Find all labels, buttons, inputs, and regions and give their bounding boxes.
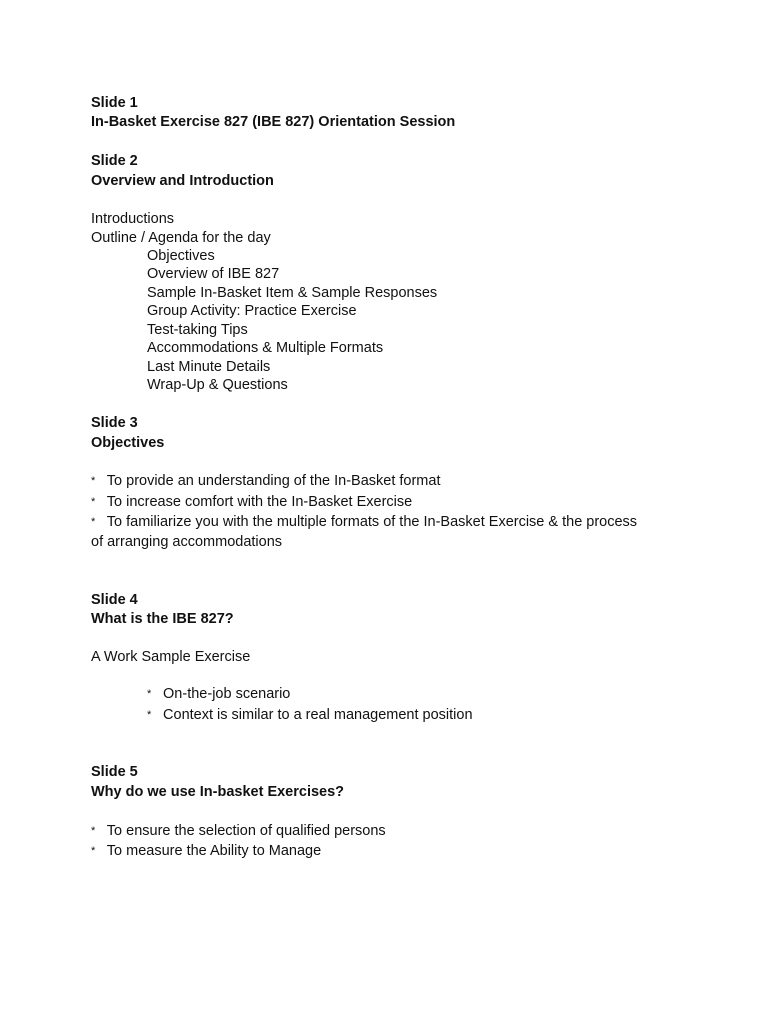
bullet-continuation: of arranging accommodations (91, 534, 283, 550)
bullet-text: To familiarize you with the multiple formats of the In-Basket Exercise & the process (106, 514, 638, 530)
bullet-star: * (91, 475, 96, 487)
slide-1-title: In-Basket Exercise 827 (IBE 827) Orientation Session (91, 114, 456, 130)
slide-2-heading: Slide 2 (91, 153, 138, 169)
agenda-item: Sample In-Basket Item & Sample Responses (147, 285, 438, 301)
bullet-star: * (91, 496, 96, 508)
list-item (91, 513, 637, 532)
bullet-star: * (91, 825, 96, 837)
agenda-item: Wrap-Up & Questions (147, 377, 288, 393)
agenda-item: Objectives (147, 248, 215, 264)
bullet-star: * (147, 688, 152, 700)
slide-3-title: Objectives (91, 435, 165, 451)
slide-1-heading: Slide 1 (91, 95, 138, 111)
agenda-item: Last Minute Details (147, 359, 271, 375)
introductions-line: Introductions (91, 211, 175, 227)
agenda-item: Overview of IBE 827 (147, 266, 280, 282)
slide-4-title: What is the IBE 827? (91, 611, 234, 627)
agenda-item: Accommodations & Multiple Formats (147, 340, 384, 356)
bullet-text: To provide an understanding of the In-Basket format (106, 473, 441, 489)
list-item (147, 706, 473, 725)
slide-4-subtitle: A Work Sample Exercise (91, 649, 251, 665)
bullet-text: To ensure the selection of qualified persons (106, 823, 386, 839)
list-item (91, 842, 321, 861)
bullet-star: * (147, 709, 152, 721)
list-item (147, 685, 290, 704)
list-item (91, 822, 386, 841)
slide-3-heading: Slide 3 (91, 415, 138, 431)
agenda-item: Group Activity: Practice Exercise (147, 303, 357, 319)
list-item (91, 493, 412, 512)
slide-4-heading: Slide 4 (91, 592, 138, 608)
bullet-star: * (91, 845, 96, 857)
slide-5-heading: Slide 5 (91, 764, 138, 780)
outline-line: Outline / Agenda for the day (91, 230, 271, 246)
list-item (91, 472, 440, 491)
bullet-star: * (91, 516, 96, 528)
bullet-text: On-the-job scenario (163, 686, 291, 702)
bullet-text: Context is similar to a real management position (163, 707, 473, 723)
bullet-text: To increase comfort with the In-Basket Exercise (106, 494, 413, 510)
bullet-text: To measure the Ability to Manage (106, 843, 322, 859)
slide-5-title: Why do we use In-basket Exercises? (91, 784, 345, 800)
agenda-item: Test-taking Tips (147, 322, 248, 338)
slide-2-title: Overview and Introduction (91, 173, 274, 189)
